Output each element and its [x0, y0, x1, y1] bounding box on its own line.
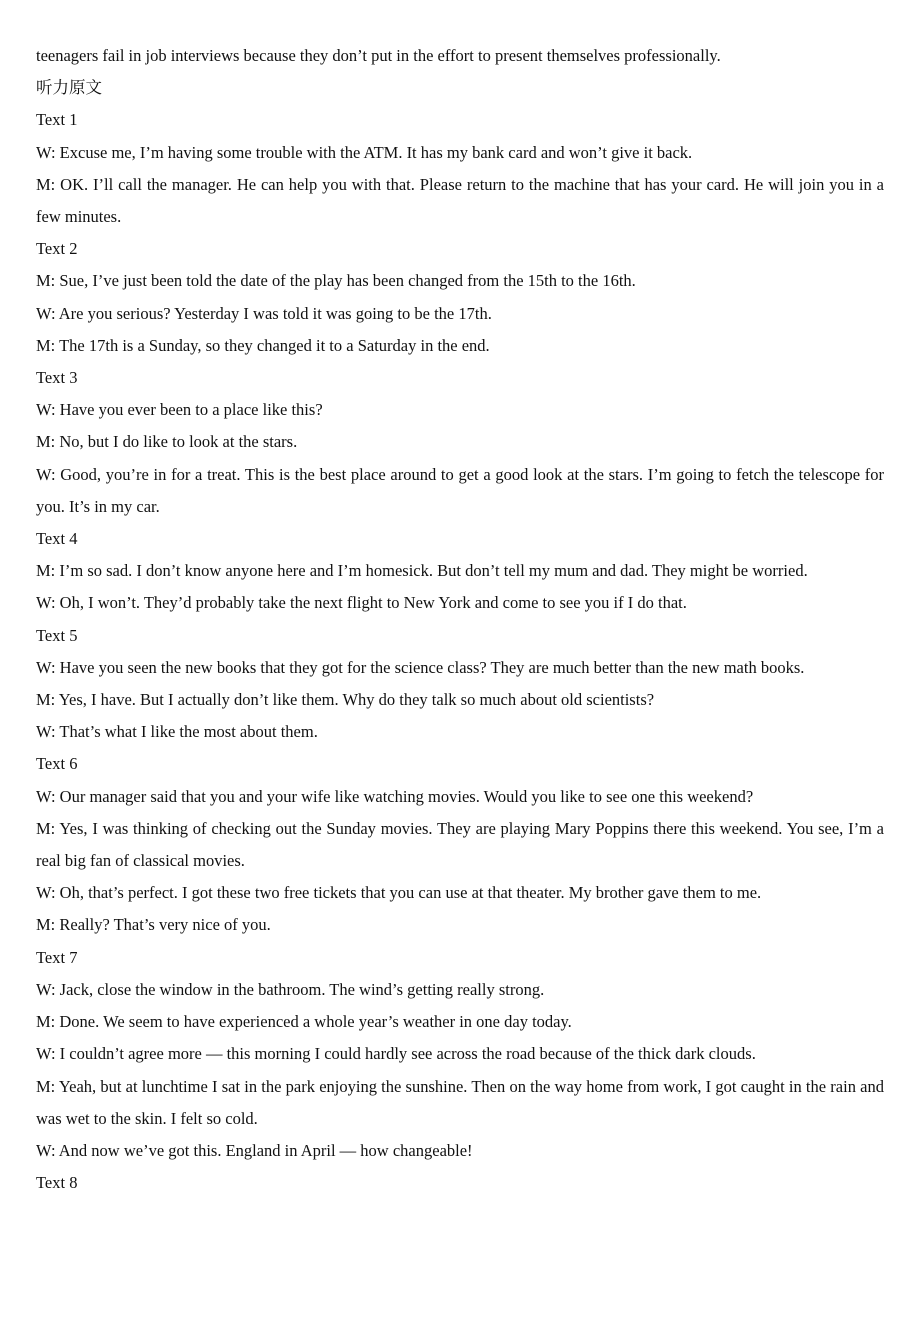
text-7-title: Text 7 — [36, 947, 78, 967]
intro-line: teenagers fail in job interviews because they don’t put in the effort to present themselves professionally. — [36, 46, 721, 65]
dialogue-line: M: Done. We seem to have experienced a whole year’s weather in one day today. — [36, 1012, 572, 1032]
dialogue-line: M: Yes, I was thinking of checking out the Sunday movies. They are playing Mary Poppins there this weekend. You see, I’m a real big fan of classical movies. — [36, 818, 884, 871]
dialogue-line: M: Yes, I have. But I actually don’t like them. Why do they talk so much about old scientists? — [36, 690, 655, 710]
dialogue-line: M: Really? That’s very nice of you. — [36, 915, 271, 935]
dialogue-line: M: I’m so sad. I don’t know anyone here and I’m homesick. But don’t tell my mum and dad. They might be worried. — [36, 561, 808, 581]
dialogue-line: W: Our manager said that you and your wife like watching movies. Would you like to see one this weekend? — [36, 786, 754, 806]
dialogue-line: M: OK. I’ll call the manager. He can help you with that. Please return to the machine that has your card. He will join you in a few minutes. — [36, 174, 884, 227]
dialogue-line: W: Oh, I won’t. They’d probably take the next flight to New York and come to see you if I do that. — [36, 593, 687, 613]
text-6-title: Text 6 — [36, 754, 78, 774]
transcript-page — [36, 40, 884, 1199]
dialogue-line: W: Have you ever been to a place like this? — [36, 400, 323, 420]
text-3-title: Text 3 — [36, 368, 78, 388]
dialogue-line: W: I couldn’t agree more — this morning I could hardly see across the road because of the thick dark clouds. — [36, 1044, 756, 1064]
dialogue-line: W: Excuse me, I’m having some trouble with the ATM. It has my bank card and won’t give it back. — [36, 142, 693, 162]
dialogue-line: M: No, but I do like to look at the stars. — [36, 432, 298, 452]
dialogue-line: M: The 17th is a Sunday, so they changed it to a Saturday in the end. — [36, 335, 490, 355]
text-2-title: Text 2 — [36, 239, 78, 259]
dialogue-line: W: Good, you’re in for a treat. This is the best place around to get a good look at the stars. I’m going to fetch the telescope for you. It’s in my car. — [36, 464, 884, 516]
section-title: 听力原文 — [36, 78, 102, 98]
dialogue-line: M: Sue, I’ve just been told the date of the play has been changed from the 15th to the 16th. — [36, 271, 636, 291]
dialogue-line: W: Oh, that’s perfect. I got these two free tickets that you can use at that theater. My brother gave them to me. — [36, 883, 762, 903]
text-1-title: Text 1 — [36, 110, 78, 130]
dialogue-line: W: Are you serious? Yesterday I was told it was going to be the 17th. — [36, 303, 492, 323]
dialogue-line: M: Yeah, but at lunchtime I sat in the park enjoying the sunshine. Then on the way home from work, I got caught in the rain and was wet to the skin. I felt so cold. — [36, 1076, 884, 1128]
dialogue-line: W: Jack, close the window in the bathroom. The wind’s getting really strong. — [36, 979, 545, 999]
dialogue-line: W: That’s what I like the most about them. — [36, 722, 318, 742]
text-4-title: Text 4 — [36, 529, 78, 549]
text-5-title: Text 5 — [36, 625, 78, 645]
text-8-title: Text 8 — [36, 1173, 78, 1193]
dialogue-line: W: Have you seen the new books that they got for the science class? They are much better than the new math books. — [36, 657, 805, 677]
dialogue-line: W: And now we’ve got this. England in April — how changeable! — [36, 1140, 473, 1160]
